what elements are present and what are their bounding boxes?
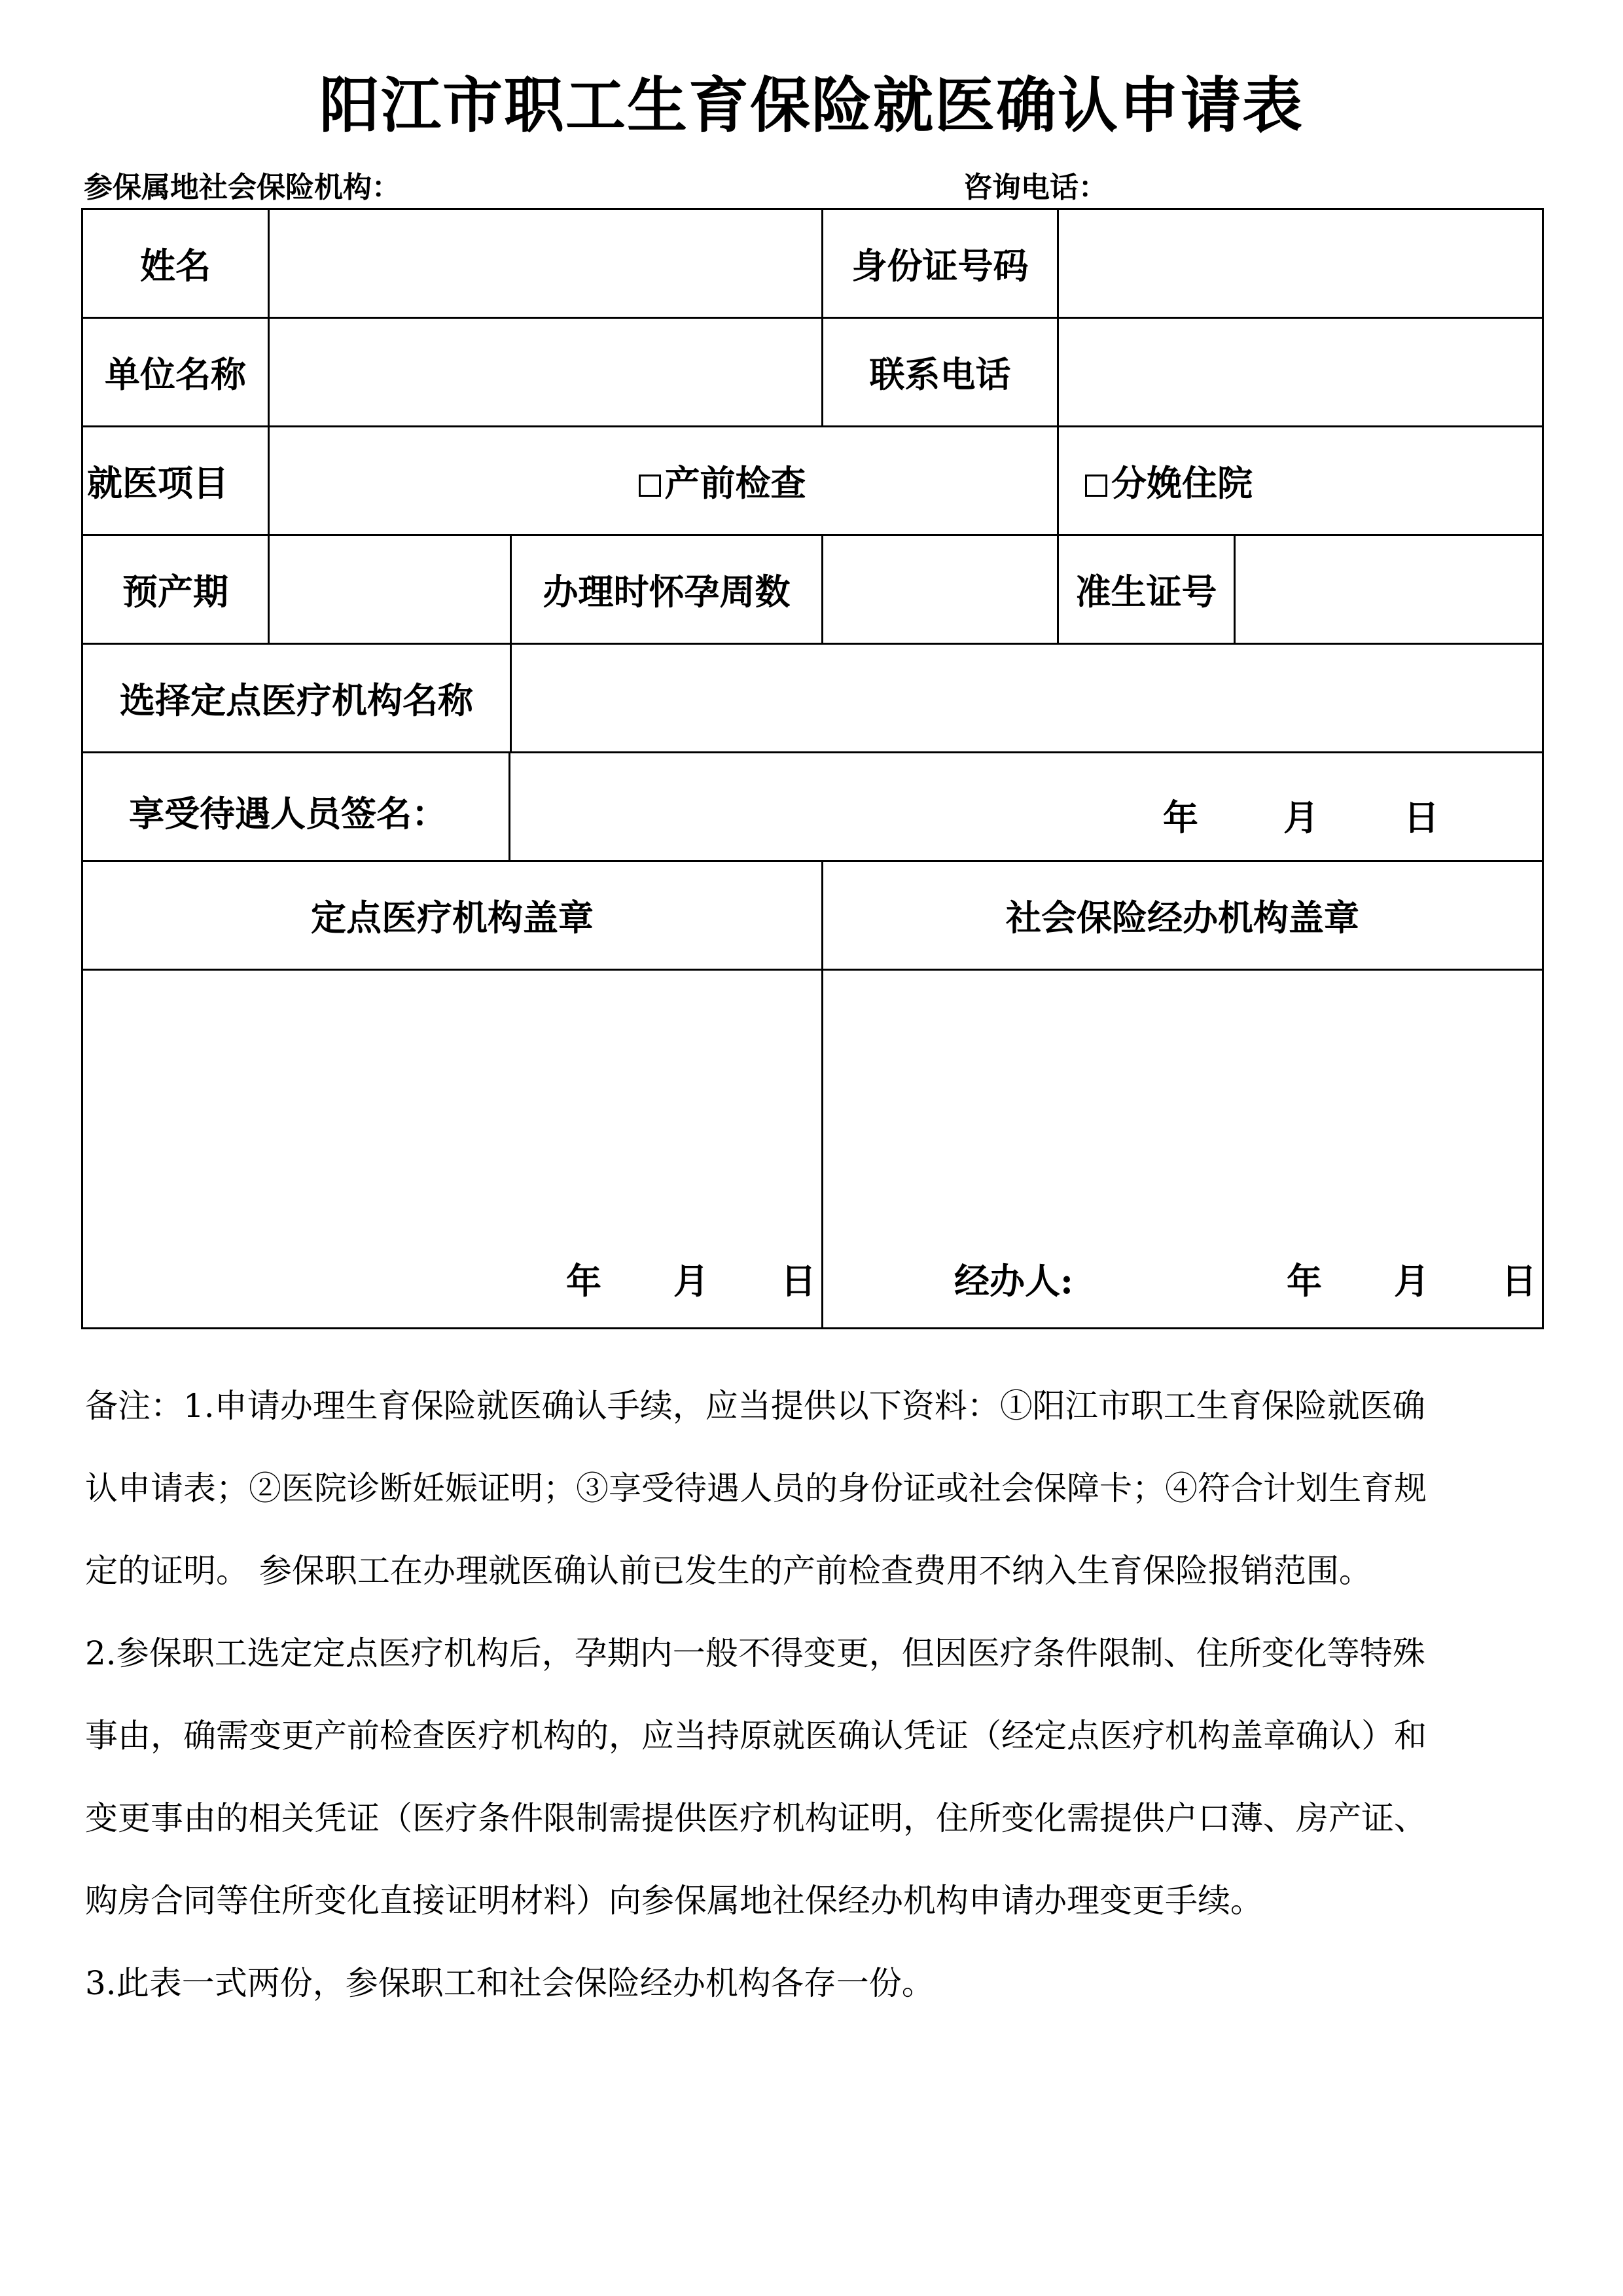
hospital-field[interactable]	[511, 644, 1543, 753]
note-line: 3.此表一式两份，参保职工和社会保险经办机构各存一份。	[85, 1964, 935, 2002]
name-field[interactable]	[269, 209, 823, 318]
note-line: 事由，确需变更产前检查医疗机构的，应当持原就医确认凭证（经定点医疗机构盖章确认）和	[85, 1717, 1427, 1755]
contact-label: 联系电话	[823, 318, 1058, 427]
agency-label: 参保属地社会保险机构：	[84, 171, 401, 204]
prenatal-option-label: 产前检查	[664, 462, 806, 504]
hospital-seal-area[interactable]	[82, 970, 823, 1329]
application-form-table	[81, 208, 1544, 1329]
row-signature	[82, 753, 1543, 861]
agency-seal-label: 社会保险经办机构盖章	[823, 861, 1543, 970]
note-line: 认申请表；②医院诊断妊娠证明；③享受待遇人员的身份证或社会保障卡；④符合计划生育规	[85, 1469, 1427, 1507]
signature-divider	[508, 753, 510, 861]
medical-item-label: 就医项目	[82, 427, 269, 535]
delivery-checkbox[interactable]	[1085, 475, 1107, 497]
hospital-seal-label: 定点医疗机构盖章	[82, 861, 823, 970]
row-due-date	[82, 535, 1543, 644]
weeks-field[interactable]	[823, 535, 1058, 644]
delivery-option[interactable]	[1058, 427, 1543, 535]
notes-section	[85, 1365, 1544, 2024]
note-line: 变更事由的相关凭证（医疗条件限制需提供医疗机构证明，住所变化需提供户口薄、房产证、	[85, 1799, 1427, 1837]
unit-label: 单位名称	[82, 318, 269, 427]
agency-seal-area[interactable]	[823, 970, 1543, 1329]
row-seals	[82, 970, 1543, 1329]
row-seal-headers	[82, 861, 1543, 970]
signature-cell[interactable]	[82, 753, 1543, 861]
page-title: 阳江市职工生育保险就医确认申请表	[319, 70, 1304, 141]
signature-date: 年 月 日	[1163, 797, 1439, 838]
note-line: 购房合同等住所变化直接证明材料）向参保属地社保经办机构申请办理变更手续。	[85, 1882, 1263, 1920]
due-date-label: 预产期	[82, 535, 269, 644]
prenatal-option[interactable]	[269, 427, 1058, 535]
row-hospital	[82, 644, 1543, 753]
delivery-option-label: 分娩住院	[1111, 462, 1253, 504]
note-line: 定的证明。 参保职工在办理就医确认前已发生的产前检查费用不纳入生育保险报销范围。	[85, 1552, 1372, 1590]
row-unit	[82, 318, 1543, 427]
row-medical-item	[82, 427, 1543, 535]
due-date-field[interactable]	[269, 535, 511, 644]
contact-field[interactable]	[1058, 318, 1543, 427]
birth-permit-label: 准生证号	[1058, 535, 1235, 644]
signature-label: 享受待遇人员签名：	[129, 793, 447, 834]
weeks-label: 办理时怀孕周数	[511, 535, 823, 644]
id-label: 身份证号码	[823, 209, 1058, 318]
handler-label: 经办人:	[954, 1260, 1073, 1302]
hospital-label: 选择定点医疗机构名称	[82, 644, 511, 753]
prenatal-checkbox[interactable]	[639, 475, 661, 497]
agency-seal-date: 年 月 日	[1287, 1260, 1537, 1302]
name-label: 姓名	[82, 209, 269, 318]
note-line: 2.参保职工选定定点医疗机构后，孕期内一般不得变更，但因医疗条件限制、住所变化等特殊	[85, 1634, 1425, 1672]
row-name	[82, 209, 1543, 318]
phone-label: 咨询电话：	[963, 171, 1107, 204]
hospital-seal-date: 年 月 日	[566, 1260, 816, 1302]
note-line: 备注：1.申请办理生育保险就医确认手续，应当提供以下资料：①阳江市职工生育保险就医确	[85, 1387, 1425, 1425]
unit-field[interactable]	[269, 318, 823, 427]
birth-permit-field[interactable]	[1235, 535, 1543, 644]
id-number-field[interactable]	[1058, 209, 1543, 318]
